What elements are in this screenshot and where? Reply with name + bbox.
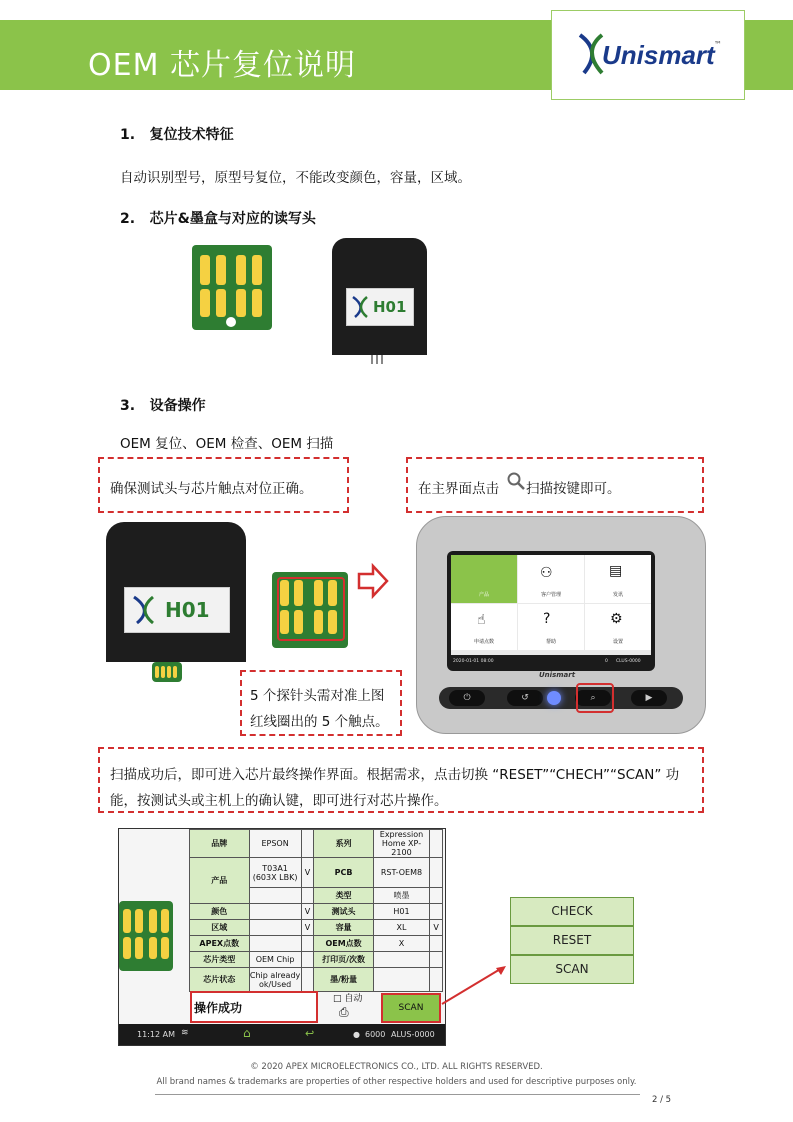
footer-trademark: All brand names & trademarks are properties of other respective holders and used for descriptive purposes only. <box>156 1077 637 1087</box>
scan-button[interactable]: ⌕ <box>575 690 611 706</box>
color-select[interactable]: V <box>301 904 314 920</box>
connector-arrow <box>440 960 512 1010</box>
footer-divider <box>155 1094 640 1095</box>
read-head-image <box>332 238 427 355</box>
back-button[interactable]: ↺ <box>507 690 543 706</box>
chip-info-table: 品牌 EPSON 系列 Expression Home XP-2100 产品 T03A1 (603X LBK) V PCB RST-OEM8 类型 喷墨 颜色 V 测试头 H01 区域 V 容量 XL V APEX点数 OEM点数 X 芯片类型 OEM Chip 打印页/次数 芯片状态 Chip already ok/Used 墨/粉量 <box>189 829 443 992</box>
device-brand: Unismart <box>539 671 576 679</box>
tile-product[interactable]: 产品 <box>451 555 517 603</box>
tip-right-text-a: 在主界面点击 <box>418 481 499 497</box>
scan-button[interactable]: SCAN <box>381 993 441 1023</box>
tile-settings[interactable]: ⚙ 设置 <box>585 604 651 650</box>
chip-image <box>192 245 272 330</box>
status-message-box <box>190 991 318 1023</box>
chip-image <box>119 901 173 971</box>
auto-checkbox[interactable]: □ 自动 <box>333 994 363 1004</box>
probe-pins <box>152 662 182 682</box>
probe-note-box <box>240 670 402 736</box>
command-check[interactable]: CHECK <box>510 897 634 926</box>
section3-heading: 3. 设备操作 <box>120 398 206 414</box>
logo-text: Unismart <box>602 40 715 70</box>
region-select[interactable]: V <box>301 920 314 936</box>
scan-note-line1: 扫描成功后，即可进入芯片最终操作界面。根据需求，点击切换 “RESET”“CHECH”“SCAN” 功 <box>110 767 680 783</box>
logo-swoosh-icon <box>349 293 373 321</box>
page-title: OEM 芯片复位说明 <box>88 48 356 83</box>
tip-right-text-b: 扫描按键即可。 <box>526 481 621 497</box>
chip-image <box>272 572 348 648</box>
device-image <box>416 516 706 734</box>
read-head-image <box>106 522 246 662</box>
device-screen <box>447 551 655 671</box>
footer-copyright: © 2020 APEX MICROELECTRONICS CO., LTD. ALL RIGHTS RESERVED. <box>250 1062 543 1072</box>
wifi-icon: ≋ <box>181 1028 189 1038</box>
logo-swoosh-icon <box>129 593 161 627</box>
result-screen <box>118 828 446 1046</box>
tile-customer[interactable]: ⚇ 客户管理 <box>518 555 584 603</box>
tile-help[interactable]: ? 帮助 <box>518 604 584 650</box>
home-icon[interactable]: ⌂ <box>243 1026 251 1040</box>
back-icon[interactable]: ↩ <box>305 1027 315 1040</box>
command-reset[interactable]: RESET <box>510 926 634 955</box>
play-button[interactable]: ▶ <box>631 690 667 706</box>
section1-body: 自动识别型号，原型号复位，不能改变颜色，容量，区域。 <box>120 170 471 186</box>
confirm-button[interactable] <box>547 691 561 705</box>
status-message: 操作成功 <box>194 1001 243 1015</box>
read-head-label-text: H01 <box>373 298 407 316</box>
capacity-select[interactable]: V <box>430 920 443 936</box>
tip-left-text: 确保测试头与芯片触点对位正确。 <box>110 481 313 497</box>
gear-icon: ⚙ <box>610 611 623 627</box>
probe-note-line2: 红线圈出的 5 个触点。 <box>250 714 389 730</box>
users-icon: ⚇ <box>540 565 553 581</box>
tip-right-box <box>406 457 704 513</box>
help-icon: ? <box>543 611 551 627</box>
section2-heading: 2. 芯片&墨盒与对应的读写头 <box>120 211 316 227</box>
scan-button-highlight <box>576 683 614 713</box>
power-button[interactable]: ⏻ <box>449 690 485 706</box>
device-status-bar: 2020-01-01 08:00 0 CLUS-0000 <box>453 659 641 664</box>
command-scan[interactable]: SCAN <box>510 955 634 984</box>
read-head-label-text: H01 <box>165 598 210 622</box>
tile-message[interactable]: ▤ 发讯 <box>585 555 651 603</box>
tip-left-box <box>98 457 349 513</box>
device-button-bar <box>439 687 683 709</box>
points-icon: ● <box>353 1030 360 1039</box>
hand-icon: ☝ <box>477 612 486 628</box>
color-dropdown[interactable]: V <box>301 858 314 888</box>
tile-points[interactable]: ☝ 申请点数 <box>451 604 517 650</box>
contact-highlight <box>277 577 345 641</box>
scan-note-box <box>98 747 704 813</box>
section1-heading: 1. 复位技术特征 <box>120 127 234 143</box>
scan-note-line2: 能，按测试头或主机上的确认键，即可进行对芯片操作。 <box>110 793 448 809</box>
page-number: 2 / 5 <box>652 1095 672 1105</box>
section3-subtitle: OEM 复位、OEM 检查、OEM 扫描 <box>120 436 334 452</box>
printer-icon: ⎙ <box>339 1005 349 1019</box>
read-head-label <box>346 288 414 326</box>
read-head-label <box>124 587 230 633</box>
result-status-bar: 11:12 AM ≋ ⌂ ↩ ● 6000 ALUS-0000 <box>137 1026 435 1040</box>
search-icon <box>506 471 526 491</box>
arrow-right-icon <box>357 563 389 599</box>
logo-trademark: ™ <box>714 40 722 49</box>
newspaper-icon: ▤ <box>609 563 623 579</box>
probe-note-line1: 5 个探针头需对准上图 <box>250 688 385 704</box>
